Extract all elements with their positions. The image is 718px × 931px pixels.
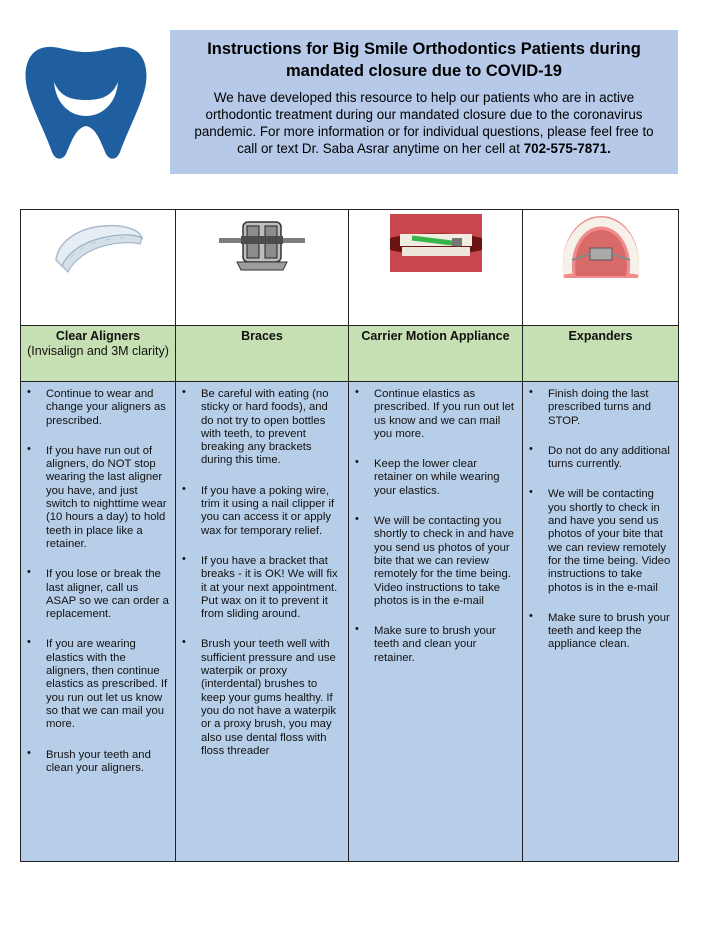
list-item: • Continue to wear and change your aligners as prescribed.: [21, 388, 169, 428]
list-item: • If you lose or break the last aligner, call us ASAP so we can order a replacement.: [21, 568, 169, 621]
clear-aligner-image: [48, 214, 148, 280]
treatment-table: [20, 209, 679, 862]
tooth-logo-icon: [22, 40, 150, 162]
list-item: • Brush your teeth well with sufficient pressure and use waterpik or proxy (interdental) brushes to keep your gums healthy. If you do not have a waterpik or a proxy brush, you may also use dental floss with floss threader: [176, 638, 342, 758]
column-subtitle: (Invisalign and 3M clarity): [27, 344, 169, 358]
carrier-image-cell: [349, 210, 523, 326]
list-item: • If you have a poking wire, trim it using a nail clipper if you can access it or apply wax for temporary relief.: [176, 485, 342, 538]
instruction-list: [523, 382, 678, 652]
carrier-instructions: [349, 382, 523, 862]
list-item: • Do not do any additional turns currently.: [523, 445, 672, 472]
instruction-list: [176, 382, 348, 758]
column-title: Carrier Motion Appliance: [361, 329, 510, 343]
braces-image-cell: [176, 210, 349, 326]
list-item: • Be careful with eating (no sticky or hard foods), and do not try to open bottles with teeth, to prevent breaking any brackets during this time.: [176, 388, 342, 468]
column-header-row: [21, 326, 679, 382]
header-box: [170, 30, 678, 174]
carrier-motion-appliance-image: [390, 214, 482, 272]
column-title: Expanders: [568, 329, 633, 343]
list-item: • If you are wearing elastics with the aligners, then continue elastics as prescribed. If you run out let us know so that we can mail you more.: [21, 638, 169, 731]
palatal-expander-image: [558, 214, 644, 282]
list-item: • Make sure to brush your teeth and clean your retainer.: [349, 625, 516, 665]
column-title: Clear Aligners: [55, 329, 141, 343]
list-item: • Make sure to brush your teeth and keep the appliance clean.: [523, 612, 672, 652]
page-title: Instructions for Big Smile Orthodontics Patients during mandated closure due to COVID-19: [207, 40, 641, 80]
instruction-list: [21, 382, 175, 775]
list-item: • Continue elastics as prescribed. If you run out let us know and we can mail you more.: [349, 388, 516, 441]
intro-body: We have developed this resource to help our patients who are in active orthodontic treatment during our mandated closure due to the coronavirus pandemic. For more information or for individual questions, please feel free to call or text Dr. Saba Asrar anytime on her cell at: [194, 90, 654, 156]
expander-image-cell: [523, 210, 679, 326]
expanders-instructions: [523, 382, 679, 862]
column-header-aligners: [21, 326, 176, 382]
column-header-carrier: [349, 326, 523, 382]
list-item: • Keep the lower clear retainer on while wearing your elastics.: [349, 458, 516, 498]
aligners-instructions: [21, 382, 176, 862]
instruction-list: [349, 382, 522, 665]
column-header-expanders: [523, 326, 679, 382]
intro-text: [184, 89, 664, 157]
list-item: • If you have a bracket that breaks - it is OK! We will fix it at your next appointment. Put wax on it to prevent it from sliding around.: [176, 555, 342, 621]
braces-instructions: [176, 382, 349, 862]
column-title: Braces: [241, 329, 283, 343]
list-item: • Brush your teeth and clean your aligners.: [21, 749, 169, 776]
list-item: • We will be contacting you shortly to check in and have you send us photos of your bite that we can review remotely for the time being. Video instructions to take photos is in the e-mail: [523, 488, 672, 594]
list-item: • If you have run out of aligners, do NOT stop wearing the last aligner you have, and just switch to nighttime wear (10 hours a day) to hold teeth in place like a retainer.: [21, 445, 169, 551]
list-item: • Finish doing the last prescribed turns and STOP.: [523, 388, 672, 428]
image-row: [21, 210, 679, 326]
brace-bracket-image: [217, 214, 307, 276]
list-item: • We will be contacting you shortly to check in and have you send us photos of your bite that we can review remotely for the time being. Video instructions to take photos is in the e-mail: [349, 515, 516, 608]
aligner-image-cell: [21, 210, 176, 326]
instructions-row: [21, 382, 679, 862]
column-header-braces: [176, 326, 349, 382]
phone-number: 702-575-7871.: [523, 141, 611, 156]
